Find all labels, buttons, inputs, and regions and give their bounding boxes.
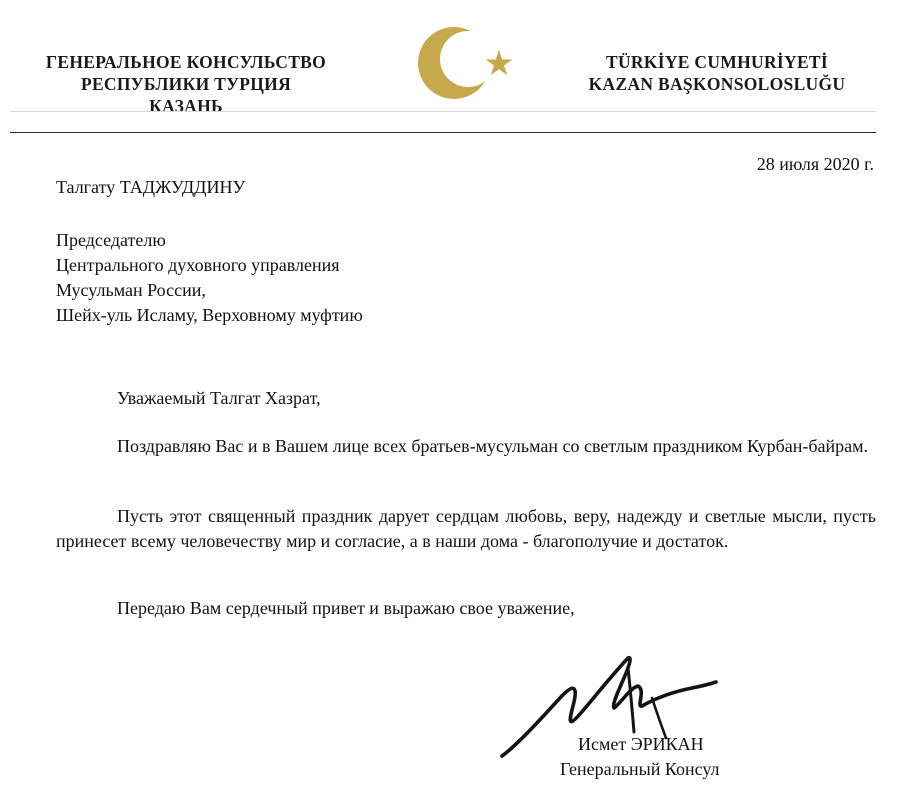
letterhead-russian: [10, 51, 362, 117]
letterhead-turkish: [552, 51, 882, 95]
addressee-title-line: Центрального духовного управления: [56, 255, 340, 275]
addressee: Талгату ТАДЖУДДИНУ: [56, 177, 246, 197]
closing-paragraph: Передаю Вам сердечный привет и выражаю свое уважение,: [117, 598, 575, 618]
signer-title: Генеральный Консул: [560, 759, 720, 779]
signer-name: Исмет ЭРИКАН: [578, 734, 704, 754]
addressee-title-line: Шейх-уль Исламу, Верховному муфтию: [56, 305, 363, 325]
letter-date: 28 июля 2020 г.: [756, 154, 874, 174]
crescent-shape: [418, 27, 490, 99]
letterhead-russian-line: РЕСПУБЛИКИ ТУРЦИЯ: [80, 74, 292, 94]
letterhead-turkish-line: TÜRKİYE CUMHURİYETİ: [605, 52, 829, 72]
header-divider: [10, 132, 876, 133]
body-paragraph: Поздравляю Вас и в Вашем лице всех братьев-мусульман со светлым праздником Курбан-байрам.: [117, 436, 869, 456]
header-divider-light: [10, 111, 876, 112]
body-paragraph: Пусть этот священный праздник дарует сердцам любовь, веру, надежду и светлые мысли, пусть принесет всему человечеству мир и согласие, а в наши дома - благополучие и достаток.: [56, 506, 876, 551]
letterhead-russian-line: ГЕНЕРАЛЬНОЕ КОНСУЛЬСТВО: [45, 52, 327, 72]
letterhead-turkish-line: KAZAN BAŞKONSOLOSLUĞU: [588, 74, 846, 94]
addressee-titles: [56, 228, 363, 328]
addressee-title-line: Мусульман России,: [56, 280, 206, 300]
crescent-star-icon: [412, 20, 522, 105]
salutation: Уважаемый Талгат Хазрат,: [117, 388, 321, 408]
addressee-title-line: Председателю: [56, 230, 166, 250]
letterhead: [0, 0, 900, 140]
letterhead-russian-line: КАЗАНЬ: [149, 96, 223, 116]
